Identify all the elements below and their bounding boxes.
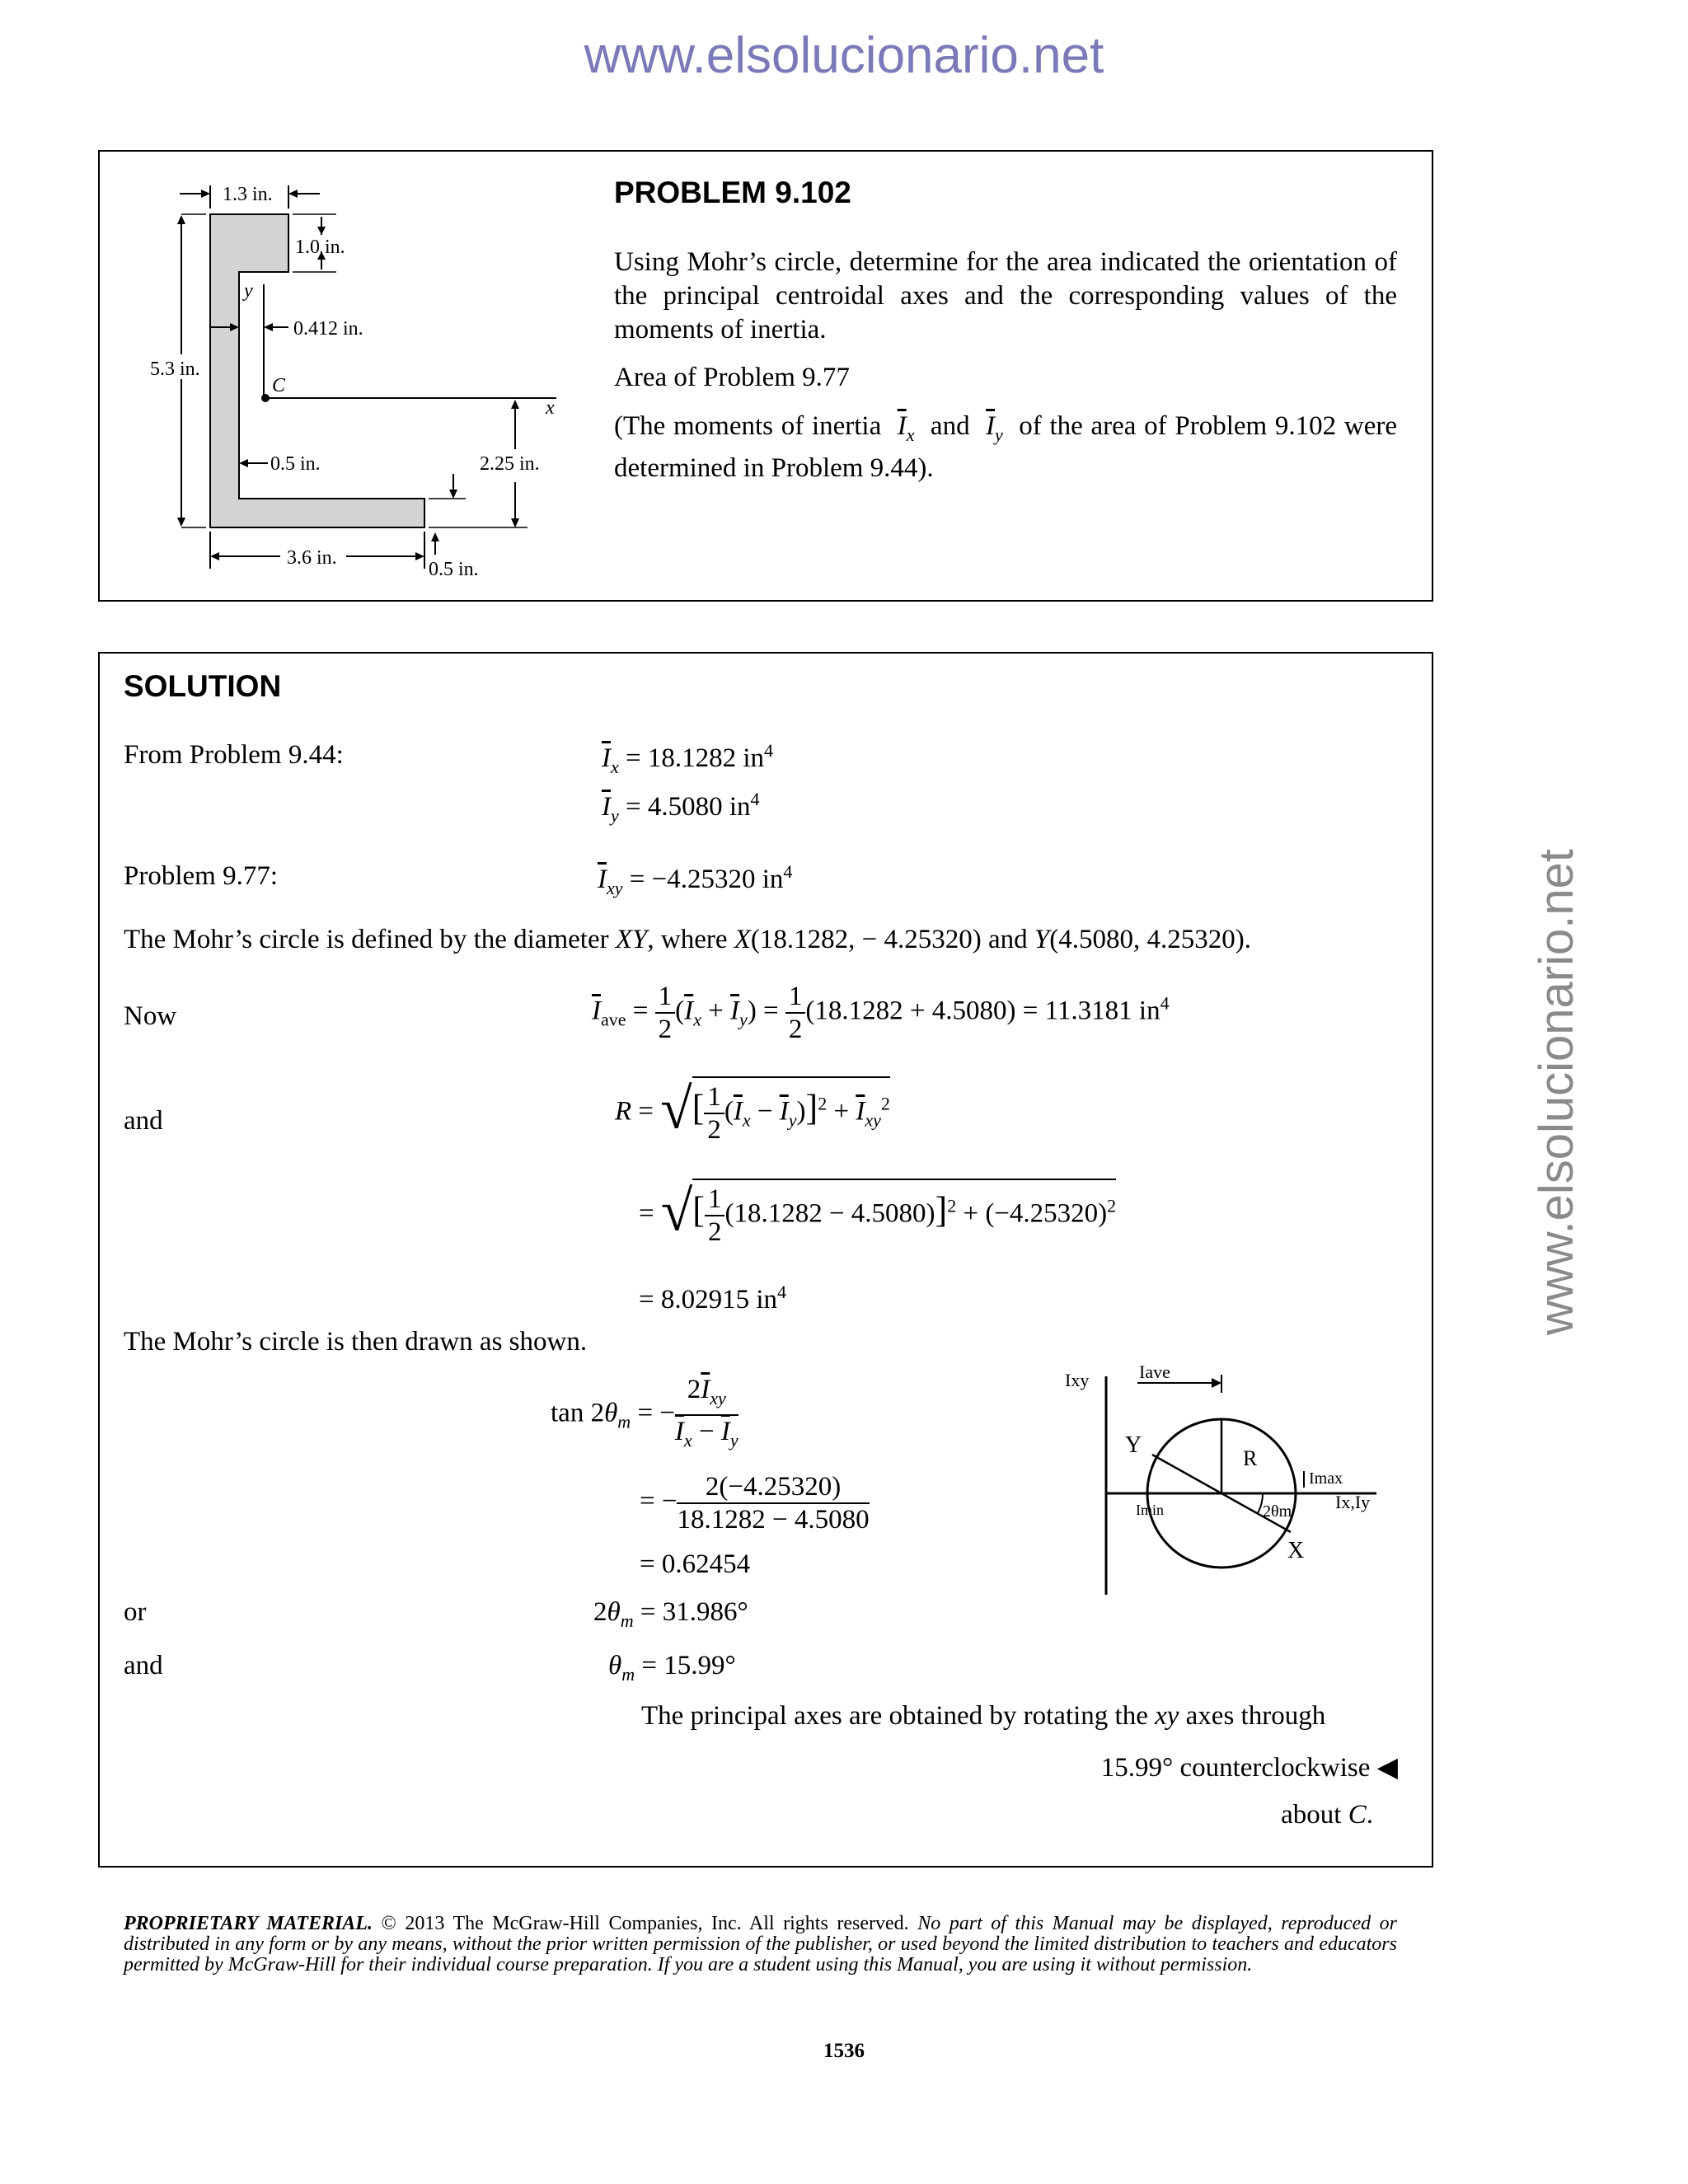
problem-figure bbox=[140, 169, 569, 589]
label-y: y bbox=[244, 280, 253, 302]
iave-eq: $\overline{I}_{ave}$ = $\frac{1}{2}$ $(\overline{I}_x + \overline{I}_y)$ = $\frac{1}{2}$ (18.1282 + 4.5080) = 11.3181 $in^4$ bbox=[592, 982, 1170, 1044]
and-label-1: and bbox=[124, 1106, 163, 1136]
dim-base: 3.6 in. bbox=[287, 547, 337, 569]
page-number: 1536 bbox=[823, 2040, 865, 2062]
dim-height: 5.3 in. bbox=[150, 359, 200, 380]
dim-top: 1.3 in. bbox=[223, 184, 273, 205]
from-label: From Problem 9.44: bbox=[124, 740, 344, 770]
tan-formula: $\tan 2\theta_m$ = − $\frac{2\overline{I}_{xy}}{\overline{I}_x - \overline{I}_y}$ bbox=[551, 1375, 738, 1451]
iy-eq: $\overline{I}_y = 4.5080$ $in^4$ bbox=[602, 789, 760, 826]
solution-title: SOLUTION bbox=[124, 669, 282, 703]
mohr-circle-sketch bbox=[1047, 1360, 1409, 1599]
dim-base-thickness: 0.5 in. bbox=[429, 559, 479, 580]
answer-line: 15.99° counterclockwise ◀ bbox=[1100, 1753, 1398, 1783]
two-theta-eq: $2\theta_m = 31.986^\circ$ bbox=[593, 1597, 748, 1631]
dim-web-thickness: 0.5 in. bbox=[270, 453, 321, 475]
watermark-top: www.elsolucionario.net bbox=[584, 27, 1104, 84]
now-label: Now bbox=[124, 1001, 177, 1031]
mohr-definition: The Mohr’s circle is defined by the diameter XY, where X(18.1282, − 4.25320) and Y(4.5080, 4.25320). bbox=[124, 925, 1252, 954]
or-label: or bbox=[124, 1597, 147, 1627]
dim-bottom-y: 2.25 in. bbox=[480, 453, 540, 475]
dim-web-offset: 0.412 in. bbox=[293, 318, 363, 340]
sketch-y: Y bbox=[1125, 1432, 1142, 1458]
tan-evaluation: = − $\frac{2(-4.25320)}{18.1282 - 4.5080}$ bbox=[640, 1472, 870, 1535]
drawn-text: The Mohr’s circle is then drawn as shown. bbox=[124, 1327, 588, 1357]
and-label-2: and bbox=[124, 1651, 163, 1680]
p977-label: Problem 9.77: bbox=[124, 861, 278, 891]
tan-result: = 0.62454 bbox=[640, 1549, 751, 1579]
problem-title: PROBLEM 9.102 bbox=[614, 176, 851, 209]
about-line: about C. bbox=[1281, 1800, 1373, 1830]
sketch-imax: Imax bbox=[1309, 1469, 1343, 1488]
problem-statement: Using Mohr’s circle, determine for the area indicated the orientation of the principal centroidal axes and the corresponding values of the moments of inertia. bbox=[614, 247, 1397, 344]
r-result: = 8.02915 $in^4$ bbox=[639, 1282, 787, 1315]
r-formula: R = √[ $\frac{1}{2}$ $(\overline{I}_x - \overline{I}_y)]^2 + \overline{I}_{xy}^2$ bbox=[615, 1077, 890, 1145]
ix-eq: $\overline{I}_x = 18.1282$ $in^4$ bbox=[602, 740, 774, 777]
problem-note: (The moments of inertia $\overline{I}_x$ and $\overline{I}_y$ of the area of Problem 9.102 were determined in Problem 9.44). bbox=[614, 411, 1398, 483]
theta-eq: $\theta_m = 15.99^\circ$ bbox=[608, 1651, 736, 1685]
answer-marker-icon: ◀ bbox=[1376, 1753, 1398, 1783]
section-shape bbox=[210, 214, 424, 527]
label-x: x bbox=[546, 397, 555, 419]
sketch-imin: Imin bbox=[1136, 1502, 1164, 1518]
dim-flange: 1.0 in. bbox=[295, 237, 345, 258]
label-c: C bbox=[272, 375, 286, 396]
r-evaluation: = √[ $\frac{1}{2}$ $(18.1282 - 4.5080)]^2 + (-4.25320)^2$ bbox=[639, 1179, 1117, 1247]
watermark-side: www.elsolucionario.net bbox=[1530, 849, 1583, 1335]
sketch-ix-iy: Ix,Iy bbox=[1335, 1492, 1371, 1512]
sketch-ixy: Ixy bbox=[1065, 1370, 1090, 1390]
sketch-x: X bbox=[1287, 1538, 1305, 1563]
area-ref: Area of Problem 9.77 bbox=[614, 363, 850, 392]
conclusion-line: The principal axes are obtained by rotating the xy axes through bbox=[641, 1701, 1326, 1731]
sketch-iave: Iave bbox=[1139, 1361, 1170, 1382]
footer-notice: PROPRIETARY MATERIAL. © 2013 The McGraw-Hill Companies, Inc. All rights reserved. No part of this Manual may be displayed, reproduced or distributed in any form or by any means, without the prior written permission of the publisher, or used beyond the limited distribution to teachers and educators permitted by McGraw-Hill for their individual course preparation. If you are a student using this Manual, you are using it without permission. bbox=[124, 1913, 1397, 1975]
sketch-two-theta: 2θm bbox=[1263, 1502, 1292, 1521]
ixy-eq: $\overline{I}_{xy} = -4.25320$ $in^4$ bbox=[598, 861, 793, 898]
sketch-r: R bbox=[1243, 1446, 1258, 1470]
solution-box bbox=[98, 652, 1433, 1868]
